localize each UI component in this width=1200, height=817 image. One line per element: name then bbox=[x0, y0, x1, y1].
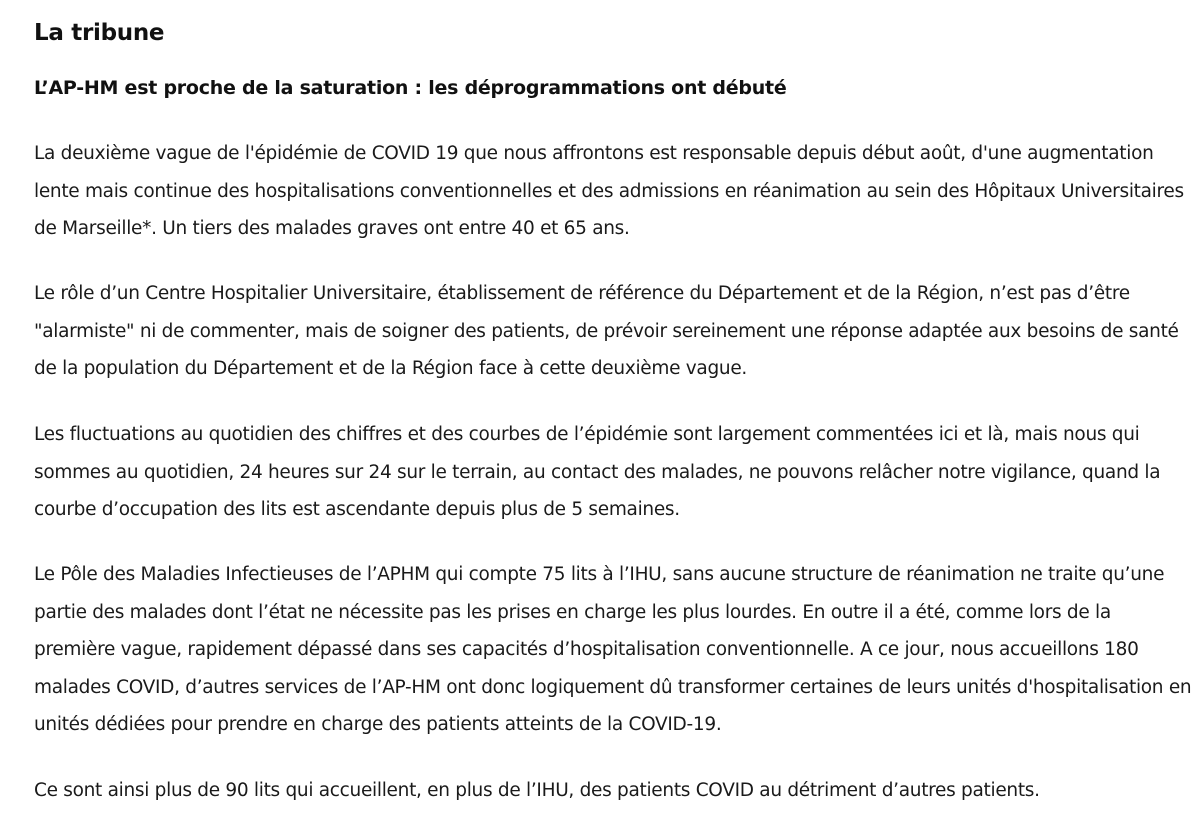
article-paragraph: Ce sont ainsi plus de 90 lits qui accueillent, en plus de l’IHU, des patients COVID au détriment d’autres patients. bbox=[34, 780, 1040, 801]
article-headline: L’AP-HM est proche de la saturation : les déprogrammations ont débuté bbox=[34, 77, 787, 99]
article-paragraph: Le Pôle des Maladies Infectieuses de l’APHM qui compte 75 lits à l’IHU, sans aucune structure de réanimation ne traite qu’une partie des malades dont l’état ne nécessite pas les prises en charge les plus lourdes. En outre il a été, comme lors de la première vague, rapidement dépassé dans ses capacités d’hospitalisation conventionnelle. A ce jour, nous accueillons 180 malades COVID, d’autres services de l’AP-HM ont donc logiquement dû transformer certaines de leurs unités d'hospitalisation en unités dédiées pour prendre en charge des patients atteints de la COVID-19. bbox=[34, 564, 1192, 735]
article-paragraph: Les fluctuations au quotidien des chiffres et des courbes de l’épidémie sont largement commentées ici et là, mais nous qui sommes au quotidien, 24 heures sur 24 sur le terrain, au contact des malades, ne pouvons relâcher notre vigilance, quand la courbe d’occupation des lits est ascendante depuis plus de 5 semaines. bbox=[34, 424, 1161, 520]
article-paragraph: La deuxième vague de l'épidémie de COVID 19 que nous affrontons est responsable depuis début août, d'une augmentation lente mais continue des hospitalisations conventionnelles et des admissions en réanimation au sein des Hôpitaux Universitaires de Marseille*. Un tiers des malades graves ont entre 40 et 65 ans. bbox=[34, 143, 1184, 239]
article-paragraph: Le rôle d’un Centre Hospitalier Universitaire, établissement de référence du Département et de la Région, n’est pas d’être "alarmiste" ni de commenter, mais de soigner des patients, de prévoir sereinement une réponse adaptée aux besoins de santé de la population du Département et de la Région face à cette deuxième vague. bbox=[34, 283, 1179, 379]
section-label: La tribune bbox=[34, 20, 165, 46]
